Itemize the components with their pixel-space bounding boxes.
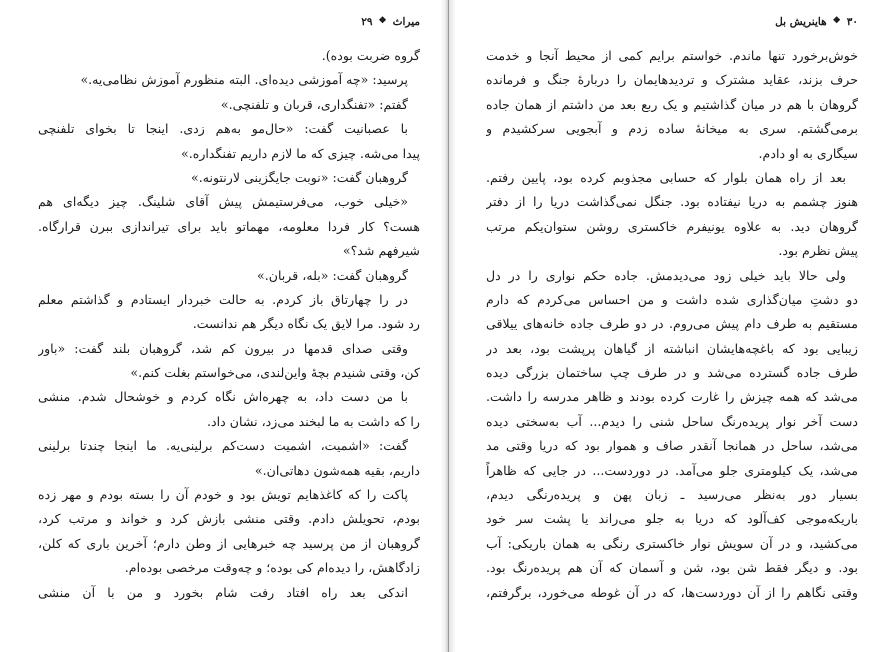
running-title: میراث [392,16,420,28]
text-line: بسیار دور به‌نظر می‌رسید ـ زبان پهن و پریده‌رنگی دیدم، [486,487,858,503]
right-page-header [486,16,858,38]
text-line: بودم، تحویلش دادم. وقتی منشی بازش کرد و خواند و مرتب کرد، [38,511,420,527]
text-line: ولی حالا باید خیلی زود می‌دیدمش. جاده حکم نواری را در دل [486,267,846,283]
text-line: رد شود. مرا لایق یک نگاه دیگر هم ندانست. [192,316,420,332]
text-line: پیش نظرم بود. [778,243,858,259]
text-line: گروهان دید. به علاوه یونیفرم خاکستری روشن ستوان‌یکم مرتب [486,218,858,234]
text-line: دست آخر نوار پریده‌رنگ ساحل شنی را دیدم... آب به‌سختی دیده [486,413,858,429]
text-line: خوش‌برخورد تنها ماندم. خواستم برایم کمی از محیط آنجا و خدمت [486,48,858,63]
text-line: با عصبانیت گفت: «حال‌مو به‌هم زدی. اینجا تا بخوای تلفنچی [38,121,408,137]
ornament-icon: ❖ [378,16,387,26]
text-line: را که داشت به ما لبخند می‌زد، نشان داد. [207,413,420,429]
text-line: پرسید: «چه آموزشی دیده‌ای. البته منظورم آموزش نظامی‌یه.» [80,72,408,88]
text-line: می‌کشید، و در آن سویش نوار خاکستری رنگی به همان باریکی: آب [486,535,858,551]
text-line: مستقیم به طرف دام پیش می‌روم. در دو طرف جاده خانه‌های ییلاقی [486,316,858,332]
left-page-text [38,44,420,605]
text-line: زادگاهش، را دیده‌ام کی بوده؛ و چه‌وقت مرخصی بوده‌ام. [124,560,420,576]
text-line: گروهبان از من پرسید چه خبرهایی از وطن دارم؛ آخرین باری که کلن، [38,535,420,551]
text-line: طرف جاده گسترده می‌شد و در طرف چپ ساختمان بزرگی دیده [486,365,858,381]
text-line: می‌شد، ساحل در همانجا آنقدر صاف و هموار بود که دریا وقتی مد [486,438,858,454]
text-line: می‌شد که همه چیزش را غارت کرده بودند و ظاهر مدرسه را داشت. [486,389,858,405]
text-line: بعد از راه همان بلوار که حسابی مجذوبم کرده بود، پایین رفتم. [486,169,846,185]
text-line: گفتم: «تفنگداری، قربان و تلفنچی.» [220,96,408,112]
text-line: برمی‌گشتم. سری به میخانهٔ ساده زدم و آبجویی سرکشیدم و [486,121,858,137]
text-line: اندکی بعد راه افتاد رفت شام بخورد و من با آن منشی [38,584,408,600]
text-line: دو دشتِ میان‌گذاری شده داشت و من احساس می‌کردم که دارم [486,291,858,307]
running-title: هاینریش بل [775,16,827,28]
text-line: گفت: «اشمیت، اشمیت دست‌کم برلینی‌یه. ما اینجا چندتا برلینی [38,438,408,454]
text-line: وقتی نگاهم را از آن دوردست‌ها، که در آن غوطه می‌خورد، برگرفتم، [486,584,858,600]
page-number: ۲۹ [361,16,373,28]
text-line: زیبایی بود که باغچه‌هایشان انباشته از گیاهان پرپشت بود، بعد در [486,340,858,356]
text-line: می‌شد، یک کیلومتری جلو می‌آمد. در دوردست... در جایی که ظاهراً [486,462,858,478]
left-page [0,0,440,652]
text-line: «خیلی خوب، می‌فرستیمش پیش آقای شلینگ. چیز دیگه‌ای هم [38,194,408,210]
text-line: هست؟ کار فردا معلومه، مهماتو باید برای تیراندازی ببرن قرارگاه. [38,218,420,234]
text-line: وقتی صدای قدمها در بیرون کم شد، گروهبان بلند گفت: «باور [38,340,408,356]
text-line: بود. و دیگر فقط شن بود، شن و آسمان که آن هم پریده‌رنگ بود. [486,560,858,576]
text-line: هنوز چشمم به دریا نیفتاده بود. جنگل نمی‌گذاشت دریا را از دفتر [486,194,858,210]
text-line: باریکه‌موجی کف‌آلود که دریا به جلو می‌راند یا پشت سر خود [486,511,858,527]
page-number: ۳۰ [846,16,858,28]
text-line: گروه ضربت بوده). [321,48,420,63]
text-line: گروهبان گفت: «نوبت جایگزینی لارنتونه.» [190,169,408,185]
ornament-icon: ❖ [832,16,841,26]
text-line: سیگاری به او دادم. [758,145,858,161]
text-line: حرف بزند، عقاید مشترک و تردیدهایمان را دربارهٔ جنگ و فرمانده [486,72,858,88]
right-page-text [486,44,858,605]
text-line: گروهان با هم در میان گذاشتیم و یک ربع بعد من داشتم از همان جاده [486,96,858,112]
left-page-header [38,16,420,38]
text-line: گروهبان گفت: «بله، قربان.» [256,267,408,283]
text-line: پیدا می‌شه. چیزی که ما لازم داریم تفنگداره.» [181,145,420,161]
text-line: پاکت را که کاغذهایم تویش بود و خودم آن را بسته بودم و مهر زده [38,487,408,503]
text-line: با من دست داد، به چهره‌اش نگاه کردم و خوشحال شدم. منشی [38,389,408,405]
text-line: در را چهارتاق باز کردم. به حالت خبردار ایستادم و گذاشتم معلم [38,291,408,307]
book-gutter [440,0,456,652]
text-line: کن، وقتی شنیدم بچهٔ واین‌لندی، می‌خواستم بغلت کنم.» [130,365,420,381]
text-line: داریم، بقیه همه‌شون دهاتی‌ان.» [254,462,420,478]
text-line: شیرفهم شد؟» [342,243,420,259]
right-page [456,0,882,652]
